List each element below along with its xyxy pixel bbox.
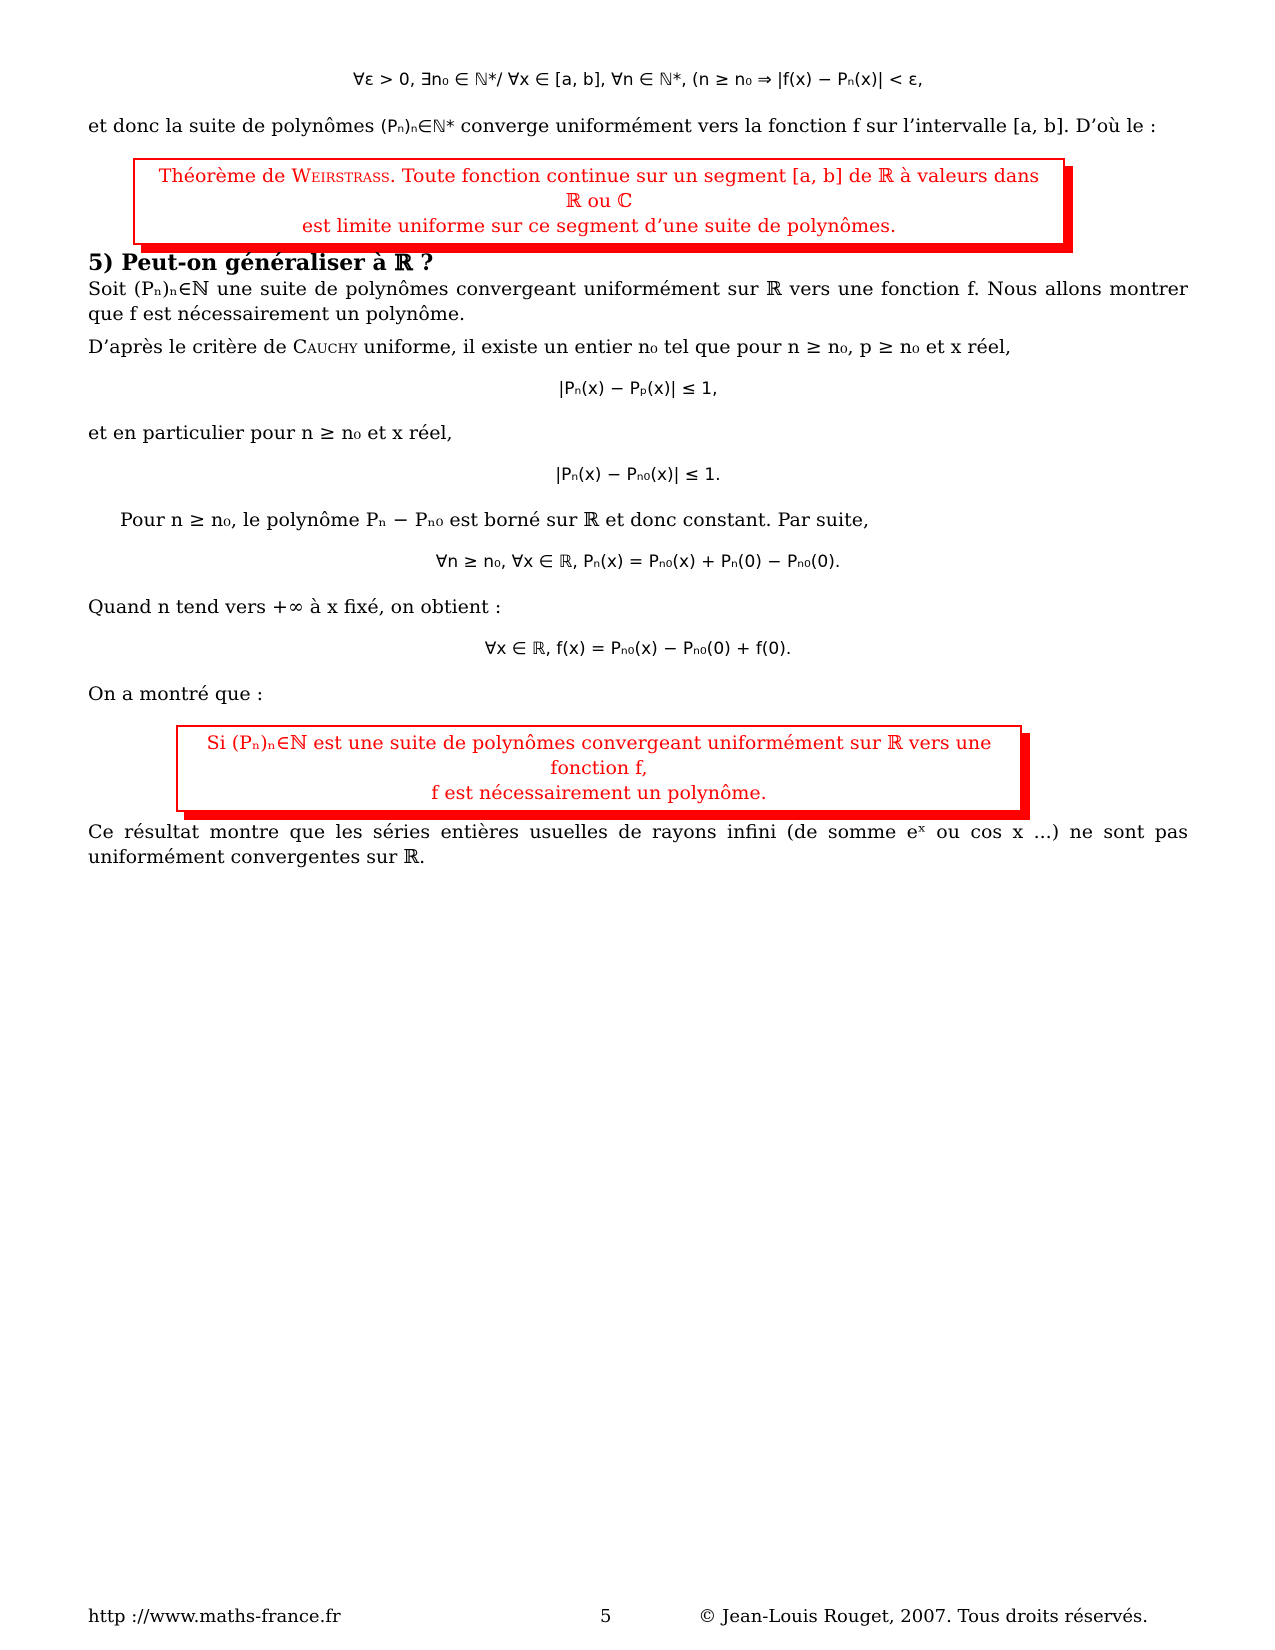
theorem-weirstrass-line2: est limite uniforme sur ce segment d’une suite de polynômes. bbox=[301, 215, 897, 237]
footer-url: http ://www.maths-france.fr bbox=[88, 1606, 341, 1627]
result-line2: f est nécessairement un polynôme. bbox=[431, 782, 767, 804]
paragraph-shown: On a montré que : bbox=[88, 683, 263, 705]
equation-2: |Pₙ(x) − Pₙ₀(x)| ≤ 1. bbox=[555, 465, 721, 485]
top-formula: ∀ε > 0, ∃n₀ ∈ ℕ*/ ∀x ∈ [a, b], ∀n ∈ ℕ*, (n ≥ n₀ ⇒ |f(x) − Pₙ(x)| < ε, bbox=[353, 70, 923, 90]
footer-page-number: 5 bbox=[600, 1606, 612, 1627]
result-line1: Si (Pₙ)ₙ∈ℕ est une suite de polynômes convergeant uniformément sur ℝ vers une fonction f, bbox=[206, 732, 992, 779]
theorem-weirstrass-box bbox=[133, 158, 1065, 245]
paragraph-convergence: et donc la suite de polynômes (Pₙ)ₙ∈ℕ* converge uniformément vers la fonction f sur l’intervalle [a, b]. D’où le : bbox=[88, 115, 1157, 137]
paragraph-limit: Quand n tend vers +∞ à x fixé, on obtient : bbox=[88, 596, 502, 618]
paragraph-conclusion: Ce résultat montre que les séries entières usuelles de rayons infini (de somme eˣ ou cos x ...) ne sont pas uniformément convergentes sur ℝ. bbox=[88, 821, 1188, 868]
theorem-weirstrass-line1: Théorème de Weirstrass. Toute fonction continue sur un segment [a, b] de ℝ à valeurs dans ℝ ou ℂ bbox=[158, 165, 1040, 212]
footer-copyright: © Jean-Louis Rouget, 2007. Tous droits réservés. bbox=[698, 1606, 1148, 1627]
equation-4: ∀x ∈ ℝ, f(x) = Pₙ₀(x) − Pₙ₀(0) + f(0). bbox=[484, 639, 792, 659]
result-box bbox=[176, 725, 1022, 812]
paragraph-intro: Soit (Pₙ)ₙ∈ℕ une suite de polynômes convergeant uniformément sur ℝ vers une fonction f. Nous allons montrer que f est nécessairement un polynôme. bbox=[88, 278, 1188, 325]
section-title: 5) Peut-on généraliser à ℝ ? bbox=[88, 250, 434, 276]
equation-3: ∀n ≥ n₀, ∀x ∈ ℝ, Pₙ(x) = Pₙ₀(x) + Pₙ(0) − Pₙ₀(0). bbox=[435, 552, 841, 572]
paragraph-cauchy: D’après le critère de Cauchy uniforme, il existe un entier n₀ tel que pour n ≥ n₀, p ≥ n₀ et x réel, bbox=[88, 336, 1012, 358]
equation-1: |Pₙ(x) − Pₚ(x)| ≤ 1, bbox=[558, 379, 718, 399]
paragraph-particular: et en particulier pour n ≥ n₀ et x réel, bbox=[88, 422, 453, 444]
paragraph-bounded: Pour n ≥ n₀, le polynôme Pₙ − Pₙ₀ est borné sur ℝ et donc constant. Par suite, bbox=[120, 509, 869, 531]
